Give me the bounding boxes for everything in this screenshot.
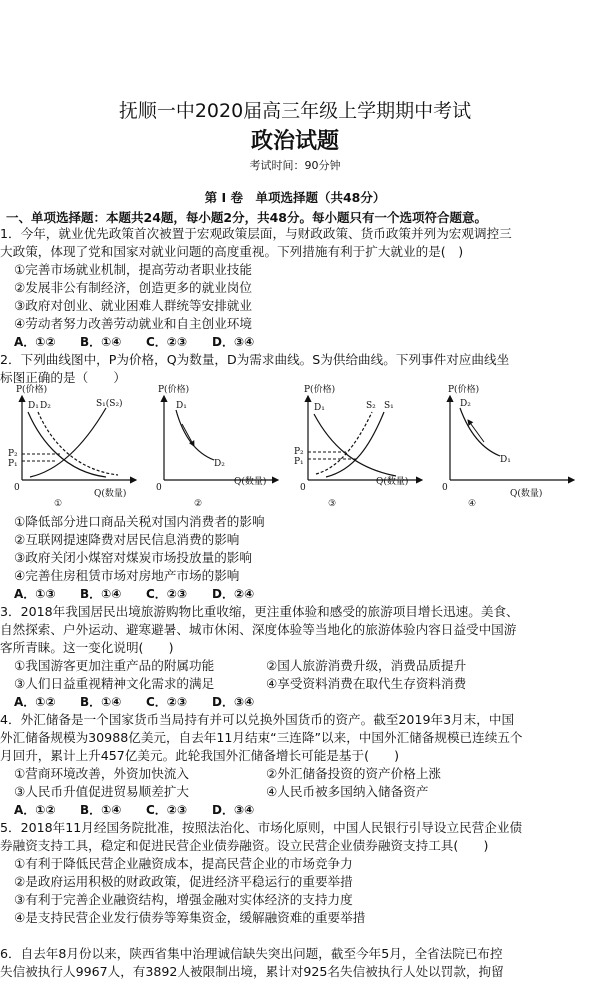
demand-curve-d2 bbox=[38, 412, 118, 475]
answer-a[interactable]: A．①② bbox=[14, 695, 56, 709]
question-1-option: ②发展非公有制经济，创造更多的就业岗位 bbox=[14, 280, 252, 295]
graph-number: ② bbox=[194, 499, 203, 509]
supply-demand-graph-2 bbox=[148, 382, 288, 510]
question-5-stem: 券融资支持工具，稳定和促进民营企业债券融资。设立民营企业债券融资支持工具( ) bbox=[0, 838, 489, 853]
label-p2: P₂ bbox=[294, 447, 304, 457]
answer-c[interactable]: C．②③ bbox=[146, 803, 188, 817]
question-5-option: ③有利于完善企业融资结构，增强金融对实体经济的支持力度 bbox=[14, 892, 353, 907]
graph-number: ④ bbox=[468, 499, 477, 509]
graph-number: ③ bbox=[328, 499, 337, 509]
answer-b[interactable]: B．①④ bbox=[80, 335, 122, 349]
exam-title: 抚顺一中2020届高三年级上学期期中考试 bbox=[118, 100, 472, 122]
question-1-option: ③政府对创业、就业困难人群统等安排就业 bbox=[14, 298, 252, 313]
supply-demand-graph-3 bbox=[292, 382, 432, 510]
demand-curve bbox=[460, 408, 500, 456]
supply-demand-graph-1 bbox=[6, 382, 146, 510]
question-3-answers bbox=[14, 693, 278, 711]
part-heading: 第 Ⅰ 卷 单项选择题（共48分） bbox=[204, 190, 386, 205]
answer-d[interactable]: D．③④ bbox=[212, 695, 255, 709]
origin-label: 0 bbox=[300, 483, 306, 493]
question-2-option: ④完善住房租赁市场对房地产市场的影响 bbox=[14, 568, 240, 583]
answer-a[interactable]: A．①② bbox=[14, 803, 56, 817]
answer-b[interactable]: B．①④ bbox=[80, 695, 122, 709]
label-d2: D₂ bbox=[214, 459, 225, 469]
label-d1: D₁ bbox=[314, 403, 325, 413]
question-1-stem: 1．今年，就业优先政策首次被置于宏观政策层面，与财政政策、货币政策并列为宏观调控三 bbox=[0, 226, 512, 241]
question-1-option: ①完善市场就业机制，提高劳动者职业技能 bbox=[14, 262, 252, 277]
question-5-stem: 5．2018年11月经国务院批准，按照法治化、市场化原则，中国人民银行引导设立民营企业债 bbox=[0, 820, 523, 835]
question-4-stem: 外汇储备规模为30988亿美元，自去年11月结束“三连降”以来，中国外汇储备规模已连续五个 bbox=[0, 730, 523, 745]
graph-number: ① bbox=[54, 499, 63, 509]
answer-a[interactable]: A．①③ bbox=[14, 587, 56, 601]
demand-curve-d1 bbox=[28, 412, 106, 477]
label-d2: D₂ bbox=[460, 399, 471, 409]
question-2-stem: 标图正确的是（ ） bbox=[0, 370, 126, 385]
label-p1: P₁ bbox=[8, 459, 18, 469]
question-4-option: ②外汇储备投资的资产价格上涨 bbox=[266, 766, 442, 781]
demand-curve bbox=[176, 410, 214, 460]
x-axis-label: Q(数量) bbox=[94, 489, 127, 499]
question-3-option: ①我国游客更加注重产品的附属功能 bbox=[14, 658, 215, 673]
question-4-option: ④人民币被多国纳入储备资产 bbox=[266, 784, 429, 799]
question-2-option: ①降低部分进口商品关税对国内消费者的影响 bbox=[14, 514, 265, 529]
exam-time: 考试时间：90分钟 bbox=[249, 159, 341, 172]
question-3-option: ④享受资料消费在取代生存资料消费 bbox=[266, 676, 467, 691]
shift-arrow bbox=[182, 424, 194, 446]
x-axis-label: Q(数量) bbox=[234, 477, 267, 487]
question-3-option: ②国人旅游消费升级，消费品质提升 bbox=[266, 658, 467, 673]
supply-curve-s1 bbox=[326, 412, 384, 477]
label-d2: D₂ bbox=[40, 401, 51, 411]
answer-c[interactable]: C．②③ bbox=[146, 335, 188, 349]
question-3-stem: 自然探索、户外运动、避寒避暑、城市休闲、深度体验等当地化的旅游体验内容日益受中国游 bbox=[0, 622, 517, 637]
question-2-stem: 2．下列曲线图中，P为价格，Q为数量，D为需求曲线。S为供给曲线。下列事件对应曲线坐 bbox=[0, 352, 510, 367]
shift-arrow bbox=[468, 420, 484, 442]
question-3-option: ③人们日益重视精神文化需求的满足 bbox=[14, 676, 215, 691]
origin-label: 0 bbox=[14, 483, 20, 493]
answer-c[interactable]: C．②③ bbox=[146, 695, 188, 709]
question-6-stem: 6．自去年8月份以来，陕西省集中治理诚信缺失突出问题，截至今年5月，全省法院已布控 bbox=[0, 946, 503, 961]
label-s2: S₂ bbox=[366, 401, 376, 411]
question-4-option: ①营商环境改善，外资加快流入 bbox=[14, 766, 190, 781]
question-3-stem: 客所青睐。这一变化说明( ) bbox=[0, 640, 174, 655]
question-2-option: ②互联网提速降费对居民信息消费的影响 bbox=[14, 532, 240, 547]
demand-curve bbox=[314, 414, 396, 476]
answer-a[interactable]: A．①② bbox=[14, 335, 56, 349]
section-heading: 一、单项选择题：本题共24题，每小题2分，共48分。每小题只有一个选项符合题意。 bbox=[6, 210, 487, 225]
answer-b[interactable]: B．①④ bbox=[80, 803, 122, 817]
label-s: S₁(S₂) bbox=[96, 399, 123, 409]
label-s1: S₁ bbox=[384, 401, 394, 411]
y-axis-label: P(价格) bbox=[16, 385, 48, 395]
question-2-answers bbox=[14, 585, 278, 603]
answer-d[interactable]: D．②④ bbox=[212, 587, 255, 601]
x-axis-label: Q(数量) bbox=[510, 489, 543, 499]
label-d1: D₁ bbox=[28, 401, 39, 411]
question-1-option: ④劳动者努力改善劳动就业和自主创业环境 bbox=[14, 316, 252, 331]
y-axis-label: P(价格) bbox=[158, 385, 190, 395]
question-6-stem: 失信被执行人9967人，有3892人被限制出境，累计对925名失信被执行人处以罚款，拘留 bbox=[0, 964, 504, 979]
x-axis-label: Q(数量) bbox=[376, 477, 409, 487]
question-1-answers bbox=[14, 333, 278, 351]
supply-demand-graph-4 bbox=[434, 382, 584, 510]
question-5-option: ①有利于降低民营企业融资成本，提高民营企业的市场竞争力 bbox=[14, 856, 353, 871]
answer-d[interactable]: D．③④ bbox=[212, 803, 255, 817]
question-4-answers bbox=[14, 801, 278, 819]
question-4-stem: 4．外汇储备是一个国家货币当局持有并可以兑换外国货币的资产。截至2019年3月末，中国 bbox=[0, 712, 515, 727]
label-p2: P₂ bbox=[8, 449, 18, 459]
origin-label: 0 bbox=[156, 483, 162, 493]
origin-label: 0 bbox=[442, 483, 448, 493]
label-d1: D₁ bbox=[176, 401, 187, 411]
label-d1: D₁ bbox=[500, 455, 511, 465]
question-1-stem: 大政策，体现了党和国家对就业问题的高度重视。下列措施有利于扩大就业的是( ) bbox=[0, 244, 464, 259]
answer-c[interactable]: C．②③ bbox=[146, 587, 188, 601]
subject-title: 政治试题 bbox=[250, 129, 339, 154]
question-5-option: ④是支持民营企业发行债券等筹集资金，缓解融资难的重要举措 bbox=[14, 910, 366, 925]
question-4-option: ③人民币升值促进贸易顺差扩大 bbox=[14, 784, 190, 799]
label-p1: P₁ bbox=[294, 457, 304, 467]
answer-d[interactable]: D．③④ bbox=[212, 335, 255, 349]
question-3-stem: 3．2018年我国居民出境旅游购物比重收缩，更注重体验和感受的旅游项目增长迅速。美食、 bbox=[0, 604, 519, 619]
question-2-option: ③政府关闭小煤窑对煤炭市场投放量的影响 bbox=[14, 550, 252, 565]
question-5-option: ②是政府运用积极的财政政策，促进经济平稳运行的重要举措 bbox=[14, 874, 353, 889]
y-axis-label: P(价格) bbox=[448, 385, 480, 395]
question-4-stem: 月回升，累计上升457亿美元。此轮我国外汇储备增长可能是基于( ) bbox=[0, 748, 400, 763]
y-axis-label: P(价格) bbox=[304, 385, 336, 395]
answer-b[interactable]: B．①④ bbox=[80, 587, 122, 601]
